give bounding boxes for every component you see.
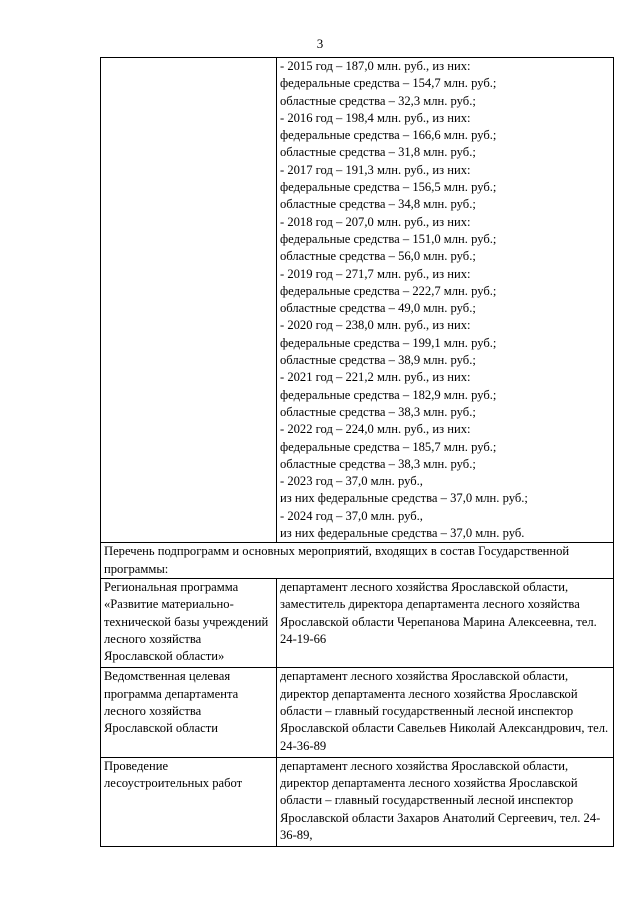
funding-line: - 2015 год – 187,0 млн. руб., из них: [280,59,471,73]
program-name: Региональная программа «Развитие материально-технической базы учреждений лесного хозяйства Ярославской области» [101,578,277,667]
funding-line: областные средства – 49,0 млн. руб.; [280,301,476,316]
funding-line: областные средства – 31,8 млн. руб.; [280,145,476,160]
page-number: 3 [316,36,324,51]
funding-line: - 2016 год – 198,4 млн. руб., из них: [280,110,471,125]
program-passport-table [100,57,614,847]
funding-line: - 2017 год – 191,3 млн. руб., из них: [280,162,471,177]
funding-line: - 2018 год – 207,0 млн. руб., из них: [280,214,471,229]
funding-line: федеральные средства – 222,7 млн. руб.; [280,283,497,298]
funding-line: областные средства – 34,8 млн. руб.; [280,197,476,212]
funding-line: областные средства – 38,3 млн. руб.; [280,404,476,419]
funding-line: областные средства – 38,3 млн. руб.; [280,456,476,471]
program-name: Проведение лесоустроительных работ [101,757,277,846]
funding-line: областные средства – 56,0 млн. руб.; [280,249,476,264]
funding-line: областные средства – 38,9 млн. руб.; [280,353,476,368]
funding-line: федеральные средства – 151,0 млн. руб.; [280,231,497,246]
section-header-row [101,543,614,579]
funding-label-cell [101,58,277,543]
funding-line: - 2024 год – 37,0 млн. руб., [280,508,423,523]
funding-line: - 2023 год – 37,0 млн. руб., [280,474,423,489]
program-row [101,578,614,667]
funding-row [101,58,614,543]
funding-line: федеральные средства – 185,7 млн. руб.; [280,439,497,454]
funding-line: федеральные средства – 156,5 млн. руб.; [280,180,497,195]
funding-line: - 2020 год – 238,0 млн. руб., из них: [280,318,471,333]
program-responsible: департамент лесного хозяйства Ярославской области, директор департамента лесного хозяйства Ярославской области – главный государственный лесной инспектор Ярославской области Савельев Николай Александрович, тел. 24-36-89 [277,668,614,757]
funding-line: федеральные средства – 166,6 млн. руб.; [280,128,497,143]
funding-line: федеральные средства – 182,9 млн. руб.; [280,387,497,402]
program-responsible: департамент лесного хозяйства Ярославской области, заместитель директора департамента лесного хозяйства Ярославской области Черепанова Марина Алексеевна, тел. 24-19-66 [277,578,614,667]
funding-details-cell [277,58,614,543]
funding-line: - 2022 год – 224,0 млн. руб., из них: [280,422,471,437]
funding-line: областные средства – 32,3 млн. руб.; [280,93,476,108]
program-row [101,668,614,757]
program-row [101,757,614,846]
funding-line: федеральные средства – 199,1 млн. руб.; [280,335,497,350]
funding-line: из них федеральные средства – 37,0 млн. руб. [280,526,525,541]
program-responsible: департамент лесного хозяйства Ярославской области, директор департамента лесного хозяйства Ярославской области – главный государственный лесной инспектор Ярославской области Захаров Анатолий Сергеевич, тел. 24-36-89, [277,757,614,846]
funding-line: - 2019 год – 271,7 млн. руб., из них: [280,266,471,281]
funding-line: федеральные средства – 154,7 млн. руб.; [280,76,497,91]
funding-line: из них федеральные средства – 37,0 млн. руб.; [280,491,528,506]
section-header: Перечень подпрограмм и основных мероприятий, входящих в состав Государственной программы: [101,543,614,579]
funding-line: - 2021 год – 221,2 млн. руб., из них: [280,370,471,385]
program-name: Ведомственная целевая программа департамента лесного хозяйства Ярославской области [101,668,277,757]
